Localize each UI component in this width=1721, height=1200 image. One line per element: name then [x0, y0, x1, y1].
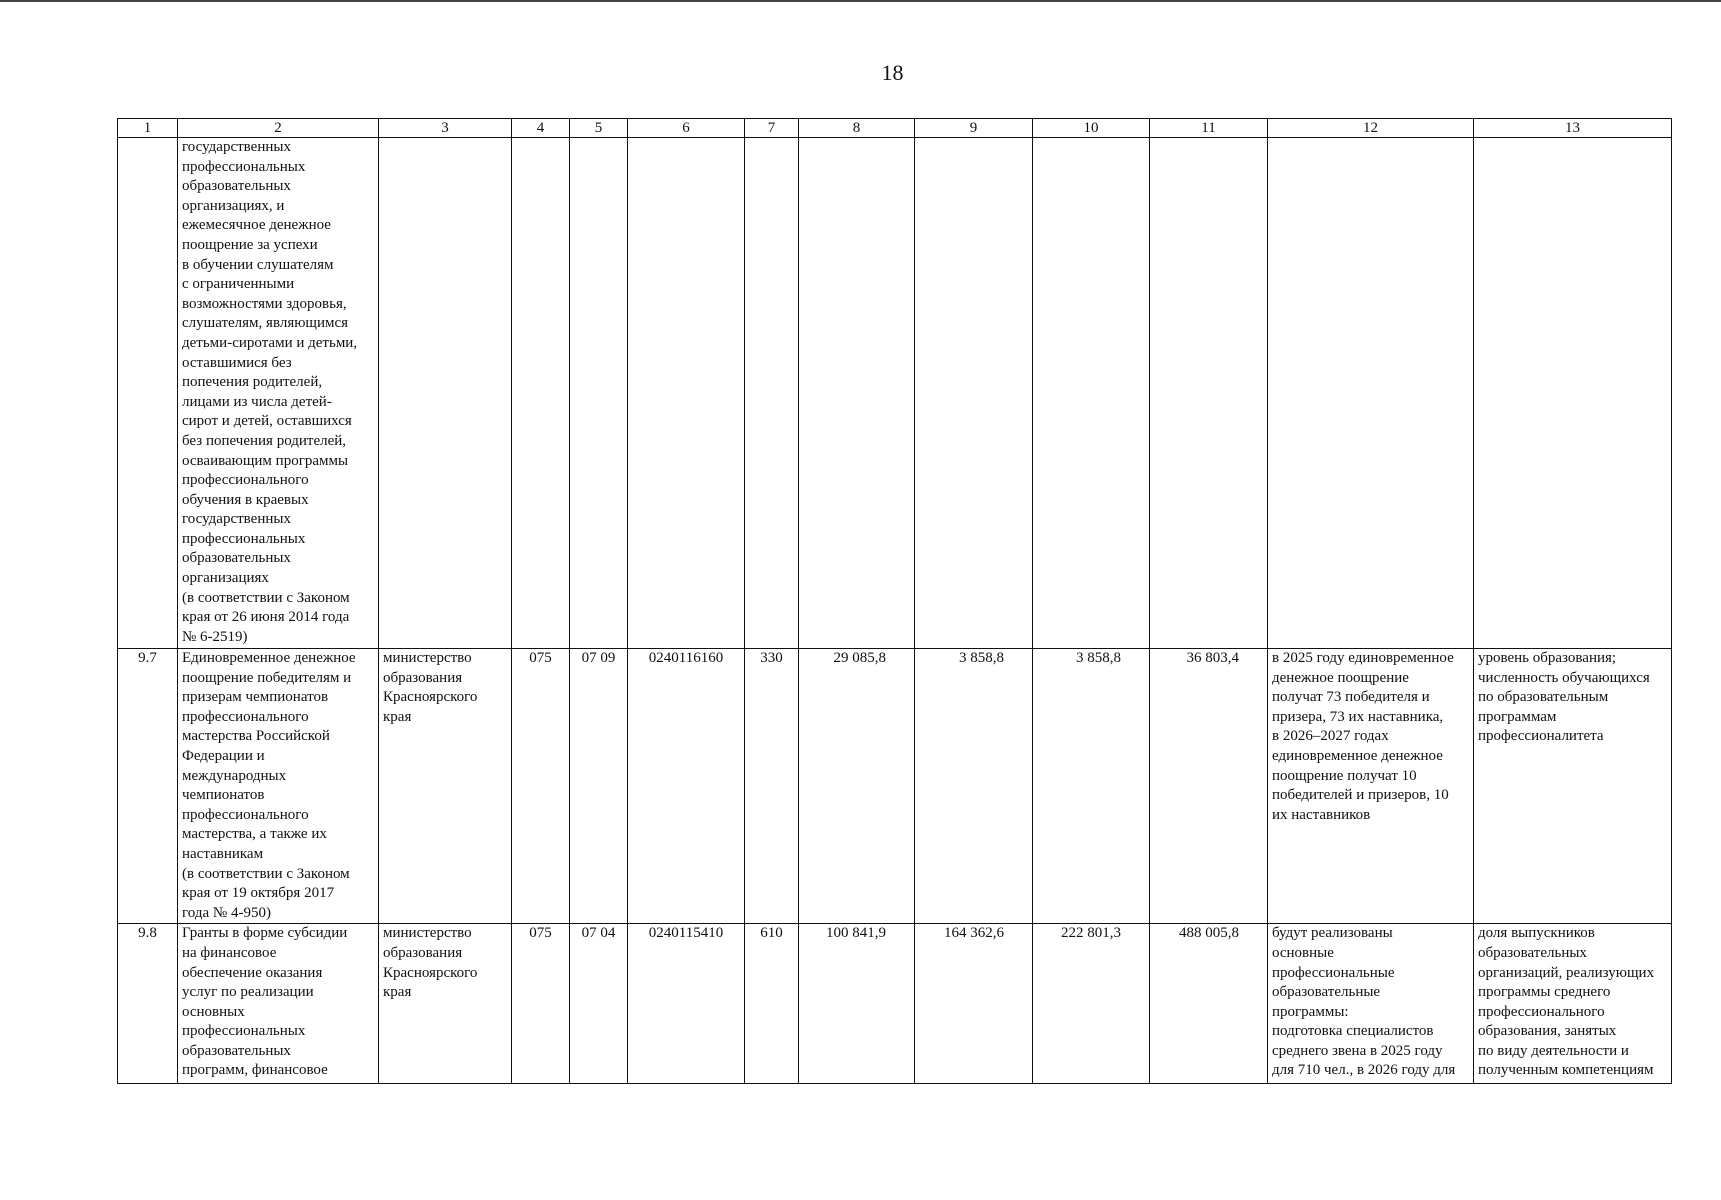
column-number: 9 — [915, 119, 1033, 138]
column-number: 10 — [1033, 119, 1150, 138]
amount-2026-cell — [915, 138, 1033, 649]
column-number: 12 — [1268, 119, 1474, 138]
section-code-cell: 07 09 — [570, 649, 628, 924]
activity-name-cell: Гранты в форме субсидии на финансовое обеспечение оказания услуг по реализации основных профессиональных образовательных программ, финансовое — [178, 924, 379, 1084]
top-edge-rule — [0, 0, 1721, 2]
amount-2026-cell: 3 858,8 — [915, 649, 1033, 924]
indicator-cell — [1474, 138, 1672, 649]
executor-cell: министерство образования Красноярского края — [379, 924, 512, 1084]
page-number: 18 — [881, 60, 904, 85]
section-code-cell: 07 04 — [570, 924, 628, 1084]
expense-type-cell: 330 — [745, 649, 799, 924]
budget-code-cell — [512, 138, 570, 649]
amount-2027-cell: 222 801,3 — [1033, 924, 1150, 1084]
column-number: 8 — [799, 119, 915, 138]
amount-2025-cell — [799, 138, 915, 649]
activity-name-cell: Единовременное денежное поощрение победителям и призерам чемпионатов профессионального мастерства Российской Федерации и международных чемпионатов профессионального мастерства, а также их наставникам (в соответствии с Законом края от 19 октября 2017 года № 4-950) — [178, 649, 379, 924]
budget-code-cell: 075 — [512, 924, 570, 1084]
amount-total-cell: 36 803,4 — [1150, 649, 1268, 924]
table-row-9-8 — [118, 924, 1672, 1084]
column-number: 1 — [118, 119, 178, 138]
executor-cell: министерство образования Красноярского края — [379, 649, 512, 924]
column-number: 13 — [1474, 119, 1672, 138]
amount-total-cell — [1150, 138, 1268, 649]
expected-result-cell — [1268, 138, 1474, 649]
column-number: 3 — [379, 119, 512, 138]
section-code-cell — [570, 138, 628, 649]
column-number: 4 — [512, 119, 570, 138]
column-number: 6 — [628, 119, 745, 138]
target-code-cell: 0240115410 — [628, 924, 745, 1084]
expected-result-cell: будут реализованы основные профессиональные образовательные программы: подготовка специалистов среднего звена в 2025 году для 710 чел., в 2026 году для — [1268, 924, 1474, 1084]
column-number: 11 — [1150, 119, 1268, 138]
expense-type-cell — [745, 138, 799, 649]
row-number-cell: 9.8 — [118, 924, 178, 1084]
amount-total-cell: 488 005,8 — [1150, 924, 1268, 1084]
executor-cell — [379, 138, 512, 649]
budget-code-cell: 075 — [512, 649, 570, 924]
column-number: 5 — [570, 119, 628, 138]
program-activities-table — [117, 118, 1672, 1084]
table-row-continuation — [118, 138, 1672, 649]
amount-2025-cell: 29 085,8 — [799, 649, 915, 924]
amount-2025-cell: 100 841,9 — [799, 924, 915, 1084]
target-code-cell — [628, 138, 745, 649]
row-number-cell: 9.7 — [118, 649, 178, 924]
target-code-cell: 0240116160 — [628, 649, 745, 924]
indicator-cell: уровень образования; численность обучающихся по образовательным программам профессионалитета — [1474, 649, 1672, 924]
column-number: 2 — [178, 119, 379, 138]
amount-2027-cell: 3 858,8 — [1033, 649, 1150, 924]
column-number: 7 — [745, 119, 799, 138]
activity-name-cell: государственных профессиональных образовательных организациях, и ежемесячное денежное поощрение за успехи в обучении слушателям с ограниченными возможностями здоровья, слушателям, являющимся детьми-сиротами и детьми, оставшимися без попечения родителей, лицами из числа детей- сирот и детей, оставшихся без попечения родителей, осваивающим программы профессионального обучения в краевых государственных профессиональных образовательных организациях (в соответствии с Законом края от 26 июня 2014 года № 6-2519) — [178, 138, 379, 649]
expense-type-cell: 610 — [745, 924, 799, 1084]
table-row-9-7 — [118, 649, 1672, 924]
amount-2027-cell — [1033, 138, 1150, 649]
row-number-cell — [118, 138, 178, 649]
column-number-row — [118, 119, 1672, 138]
indicator-cell: доля выпускников образовательных организаций, реализующих программы среднего профессионального образования, занятых по виду деятельности и полученным компетенциям — [1474, 924, 1672, 1084]
expected-result-cell: в 2025 году единовременное денежное поощрение получат 73 победителя и призера, 73 их наставника, в 2026–2027 годах единовременное денежное поощрение получат 10 победителей и призеров, 10 их наставников — [1268, 649, 1474, 924]
amount-2026-cell: 164 362,6 — [915, 924, 1033, 1084]
